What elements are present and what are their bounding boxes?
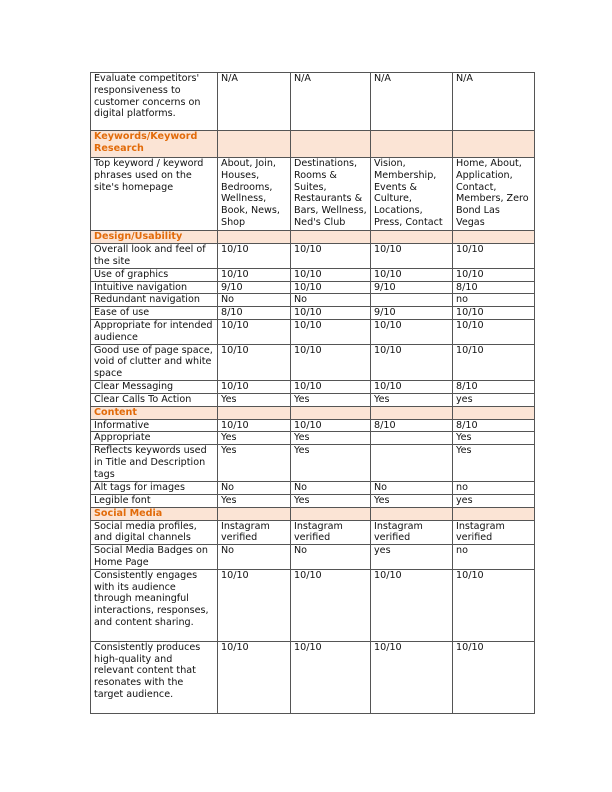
criterion-cell: Redundant navigation [91,294,218,307]
rating-cell: 8/10 [453,380,535,393]
table-row [91,243,535,268]
rating-cell: Instagram verified [218,520,291,545]
rating-cell: Yes [371,393,453,406]
table-row [91,393,535,406]
rating-cell: Vision, Membership, Events & Culture, Locations, Press, Contact [371,158,453,231]
rating-cell: Home, About, Application, Contact, Members, Zero Bond Las Vegas [453,158,535,231]
rating-cell: 10/10 [371,380,453,393]
comparison-table-body [91,73,535,714]
rating-cell: 10/10 [218,641,291,713]
rating-cell: 10/10 [453,319,535,344]
section-filler-cell [218,406,291,419]
rating-cell: Instagram verified [371,520,453,545]
rating-cell: 9/10 [371,281,453,294]
rating-cell: Yes [218,445,291,482]
section-filler-cell [371,231,453,244]
section-header-row [91,231,535,244]
table-row [91,380,535,393]
table-row [91,520,535,545]
rating-cell: No [291,545,371,570]
rating-cell: yes [453,393,535,406]
rating-cell: 10/10 [453,268,535,281]
section-filler-cell [291,231,371,244]
rating-cell: 10/10 [291,281,371,294]
section-filler-cell [291,131,371,158]
section-title: Social Media [91,507,218,520]
rating-cell: Instagram verified [291,520,371,545]
section-filler-cell [453,406,535,419]
criterion-cell: Ease of use [91,307,218,320]
rating-cell: 10/10 [371,243,453,268]
rating-cell: 10/10 [218,380,291,393]
rating-cell: N/A [291,73,371,131]
criterion-cell: Top keyword / keyword phrases used on the site's homepage [91,158,218,231]
rating-cell: Yes [371,494,453,507]
rating-cell [371,445,453,482]
section-header-row [91,131,535,158]
criterion-cell: Intuitive navigation [91,281,218,294]
rating-cell: 10/10 [291,319,371,344]
rating-cell: No [291,482,371,495]
table-row [91,432,535,445]
rating-cell: N/A [218,73,291,131]
rating-cell: Yes [291,445,371,482]
rating-cell: 10/10 [291,243,371,268]
criterion-cell: Good use of page space, void of clutter and white space [91,344,218,380]
rating-cell: no [453,545,535,570]
rating-cell: Destinations, Rooms & Suites, Restaurants & Bars, Wellness, Ned's Club [291,158,371,231]
criterion-cell: Consistently produces high-quality and relevant content that resonates with the target audience. [91,641,218,713]
section-title: Design/Usability [91,231,218,244]
rating-cell: Yes [218,393,291,406]
section-filler-cell [218,231,291,244]
rating-cell: yes [371,545,453,570]
table-row [91,73,535,131]
criterion-cell: Clear Messaging [91,380,218,393]
section-filler-cell [453,507,535,520]
rating-cell: Yes [218,494,291,507]
criterion-cell: Use of graphics [91,268,218,281]
rating-cell: About, Join, Houses, Bedrooms, Wellness, Book, News, Shop [218,158,291,231]
rating-cell: 10/10 [218,419,291,432]
rating-cell: 10/10 [291,380,371,393]
table-row [91,281,535,294]
table-row [91,344,535,380]
table-row [91,545,535,570]
rating-cell: 10/10 [291,307,371,320]
rating-cell: No [218,294,291,307]
rating-cell [371,294,453,307]
section-filler-cell [291,406,371,419]
rating-cell: N/A [371,73,453,131]
table-row [91,294,535,307]
rating-cell [371,432,453,445]
rating-cell: 10/10 [371,641,453,713]
table-row [91,641,535,713]
section-filler-cell [291,507,371,520]
criterion-cell: Social media profiles, and digital channels [91,520,218,545]
rating-cell: 10/10 [218,344,291,380]
rating-cell: 10/10 [218,243,291,268]
rating-cell: Yes [291,393,371,406]
rating-cell: 10/10 [453,307,535,320]
criterion-cell: Legible font [91,494,218,507]
rating-cell: yes [453,494,535,507]
rating-cell: 10/10 [291,569,371,641]
table-row [91,569,535,641]
rating-cell: Yes [453,445,535,482]
rating-cell: 10/10 [453,344,535,380]
criterion-cell: Informative [91,419,218,432]
rating-cell: 10/10 [218,569,291,641]
table-row [91,494,535,507]
criterion-cell: Appropriate [91,432,218,445]
rating-cell: 10/10 [453,641,535,713]
rating-cell: 10/10 [218,268,291,281]
section-filler-cell [453,231,535,244]
rating-cell: 8/10 [453,419,535,432]
section-filler-cell [371,131,453,158]
rating-cell: 10/10 [371,319,453,344]
rating-cell: 9/10 [218,281,291,294]
rating-cell: 10/10 [291,419,371,432]
criterion-cell: Evaluate competitors' responsiveness to customer concerns on digital platforms. [91,73,218,131]
table-row [91,319,535,344]
criterion-cell: Alt tags for images [91,482,218,495]
table-row [91,307,535,320]
criterion-cell: Overall look and feel of the site [91,243,218,268]
criterion-cell: Appropriate for intended audience [91,319,218,344]
section-filler-cell [371,406,453,419]
rating-cell: 10/10 [371,268,453,281]
rating-cell: Yes [218,432,291,445]
criterion-cell: Reflects keywords used in Title and Description tags [91,445,218,482]
rating-cell: 9/10 [371,307,453,320]
rating-cell: No [291,294,371,307]
section-title: Keywords/Keyword Research [91,131,218,158]
section-title: Content [91,406,218,419]
rating-cell: No [218,482,291,495]
rating-cell: No [218,545,291,570]
table-row [91,445,535,482]
rating-cell: Yes [453,432,535,445]
rating-cell: 10/10 [291,344,371,380]
rating-cell: no [453,294,535,307]
rating-cell: No [371,482,453,495]
rating-cell: Instagram verified [453,520,535,545]
rating-cell: 10/10 [371,344,453,380]
rating-cell: 8/10 [218,307,291,320]
rating-cell: 10/10 [291,641,371,713]
section-filler-cell [453,131,535,158]
table-row [91,268,535,281]
section-filler-cell [218,507,291,520]
rating-cell: 10/10 [291,268,371,281]
rating-cell: 10/10 [453,569,535,641]
rating-cell: Yes [291,494,371,507]
rating-cell: 10/10 [371,569,453,641]
rating-cell: Yes [291,432,371,445]
section-header-row [91,507,535,520]
comparison-table [90,72,535,714]
criterion-cell: Social Media Badges on Home Page [91,545,218,570]
rating-cell: 10/10 [453,243,535,268]
section-filler-cell [371,507,453,520]
table-row [91,158,535,231]
criterion-cell: Consistently engages with its audience through meaningful interactions, responses, and content sharing. [91,569,218,641]
rating-cell: 8/10 [371,419,453,432]
rating-cell: 10/10 [218,319,291,344]
rating-cell: no [453,482,535,495]
table-row [91,482,535,495]
section-header-row [91,406,535,419]
rating-cell: N/A [453,73,535,131]
criterion-cell: Clear Calls To Action [91,393,218,406]
section-filler-cell [218,131,291,158]
table-row [91,419,535,432]
rating-cell: 8/10 [453,281,535,294]
